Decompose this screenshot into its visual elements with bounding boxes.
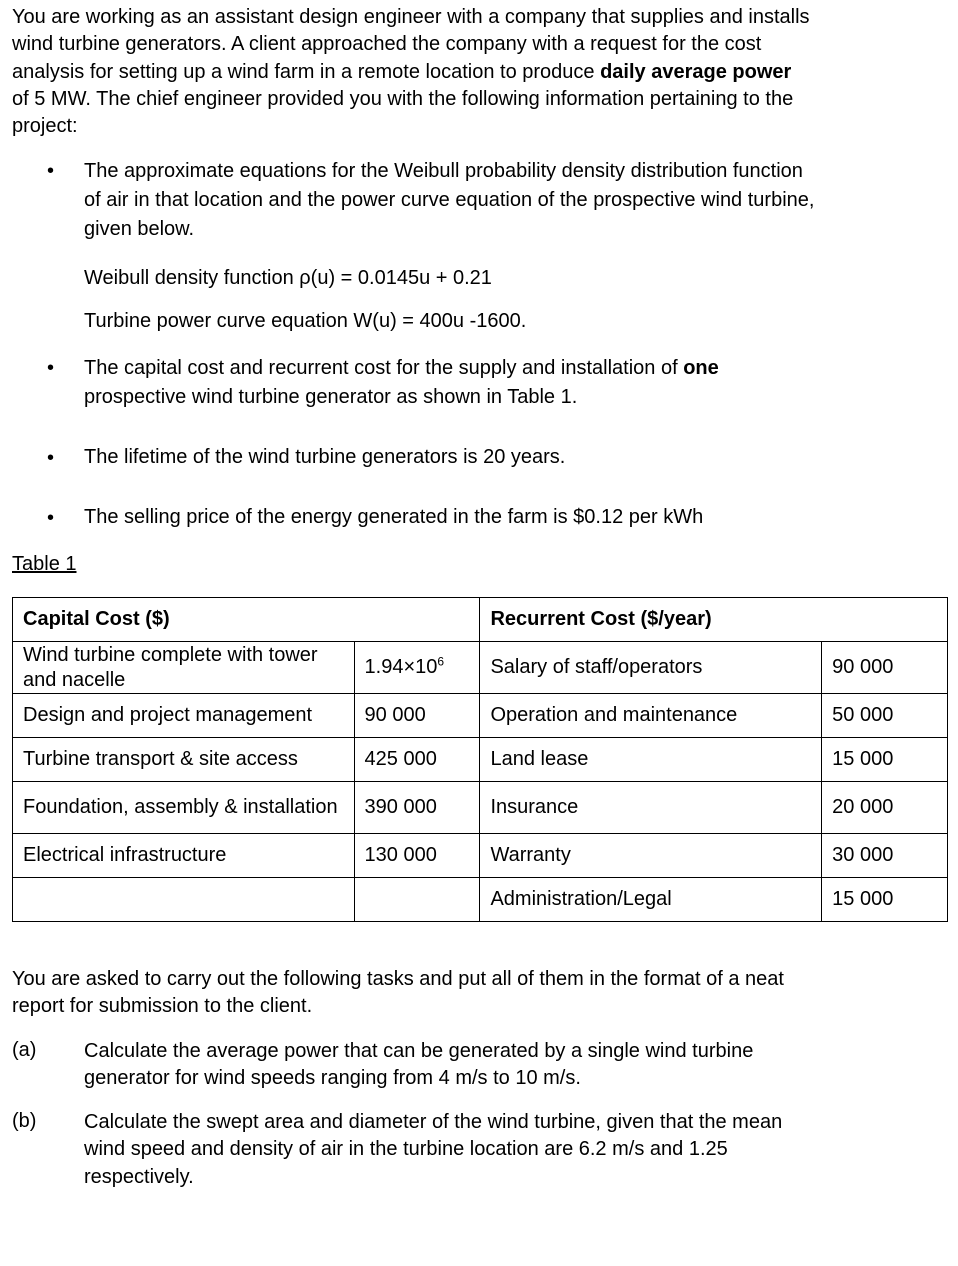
recurrent-value: 20 000 xyxy=(822,782,948,834)
recurrent-value: 15 000 xyxy=(822,878,948,922)
bullet-dot-3: • xyxy=(47,447,55,469)
capital-value xyxy=(354,878,480,922)
recurrent-value: 15 000 xyxy=(822,738,948,782)
table-caption: Table 1 xyxy=(12,553,77,575)
table-row xyxy=(13,642,948,694)
capital-value-base: 1.94×10 xyxy=(364,656,438,678)
capital-value: 90 000 xyxy=(354,694,480,738)
intro-paragraph xyxy=(12,4,812,140)
table-row xyxy=(13,834,948,878)
bullet-costs-text-1: The capital cost and recurrent cost for the supply and installation of xyxy=(84,357,684,379)
capital-item xyxy=(13,878,355,922)
table-row xyxy=(13,782,948,834)
recurrent-value: 50 000 xyxy=(822,694,948,738)
task-a-label: (a) xyxy=(12,1039,37,1061)
recurrent-value: 90 000 xyxy=(822,642,948,694)
bullet-dot-1: • xyxy=(47,160,55,182)
recurrent-value: 30 000 xyxy=(822,834,948,878)
capital-value: 390 000 xyxy=(354,782,480,834)
recurrent-item: Operation and maintenance xyxy=(480,694,822,738)
capital-cost-header: Capital Cost ($) xyxy=(13,598,480,642)
capital-value xyxy=(354,642,480,694)
bullet-costs-bold: one xyxy=(683,357,719,379)
capital-value-exponent: 6 xyxy=(437,654,445,669)
capital-item: Foundation, assembly & installation xyxy=(13,782,355,834)
recurrent-item: Salary of staff/operators xyxy=(480,642,822,694)
bullet-costs-text-2: prospective wind turbine generator as shown in Table 1. xyxy=(84,386,578,408)
recurrent-item: Insurance xyxy=(480,782,822,834)
bullet-costs xyxy=(84,354,824,412)
power-curve-equation: Turbine power curve equation W(u) = 400u -1600. xyxy=(84,310,527,332)
capital-item: Turbine transport & site access xyxy=(13,738,355,782)
bullet-selling-price: The selling price of the energy generated in the farm is $0.12 per kWh xyxy=(84,506,704,528)
table-row xyxy=(13,694,948,738)
capital-value: 425 000 xyxy=(354,738,480,782)
task-a-text: Calculate the average power that can be generated by a single wind turbine generator for wind speeds ranging from 4 m/s to 10 m/s. xyxy=(84,1040,754,1090)
bullet-dot-4: • xyxy=(47,507,55,529)
task-b-label: (b) xyxy=(12,1110,37,1132)
capital-item: Wind turbine complete with tower and nacelle xyxy=(13,642,355,694)
recurrent-item: Administration/Legal xyxy=(480,878,822,922)
bullet-equations: The approximate equations for the Weibull probability density distribution function of air in that location and the power curve equation of the prospective wind turbine, given below. xyxy=(84,160,815,240)
weibull-equation: Weibull density function ρ(u) = 0.0145u + 0.21 xyxy=(84,267,492,289)
recurrent-cost-header: Recurrent Cost ($/year) xyxy=(480,598,948,642)
table-row xyxy=(13,878,948,922)
capital-value: 130 000 xyxy=(354,834,480,878)
bullet-lifetime: The lifetime of the wind turbine generators is 20 years. xyxy=(84,446,566,468)
recurrent-item: Warranty xyxy=(480,834,822,878)
intro-bold-text: daily average power xyxy=(600,60,792,83)
intro-text-1: You are working as an assistant design engineer with a company that supplies and installs wind turbine generators. A client approached the company with a request for the cost analysis for setting up a wind farm in a remote location to produce xyxy=(12,6,810,83)
table-row xyxy=(13,738,948,782)
cost-table xyxy=(12,597,948,922)
table-header-row xyxy=(13,598,948,642)
intro-text-2: of 5 MW. The chief engineer provided you with the following information pertaining to the project: xyxy=(12,87,794,138)
task-b-text: Calculate the swept area and diameter of the wind turbine, given that the mean wind speed and density of air in the turbine location are 6.2 m/s and 1.25 respectively. xyxy=(84,1111,783,1188)
recurrent-item: Land lease xyxy=(480,738,822,782)
capital-item: Design and project management xyxy=(13,694,355,738)
bullet-dot-2: • xyxy=(47,357,55,379)
tasks-intro: You are asked to carry out the following tasks and put all of them in the format of a neat report for submission to the client. xyxy=(12,968,784,1018)
capital-item: Electrical infrastructure xyxy=(13,834,355,878)
